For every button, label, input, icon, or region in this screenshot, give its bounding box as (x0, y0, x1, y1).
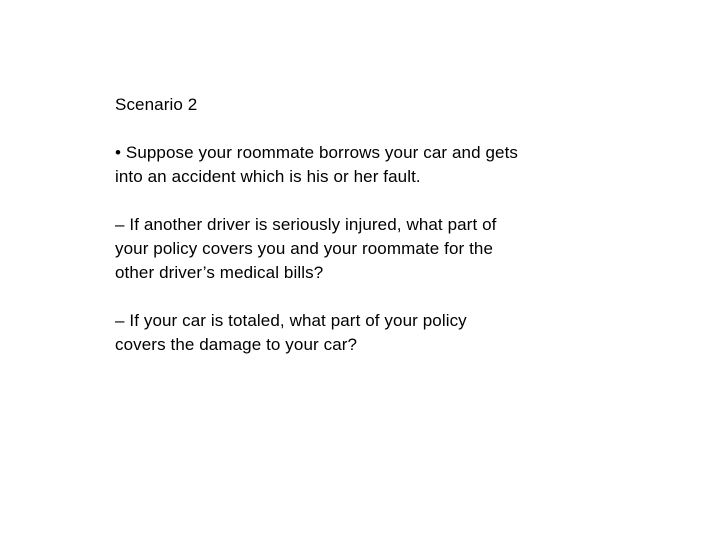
main-bullet-line: • Suppose your roommate borrows your car and gets (115, 143, 518, 162)
slide-content (115, 93, 575, 381)
sub-item-line: – If another driver is seriously injured, what part of (115, 215, 497, 234)
sub-item-line: – If your car is totaled, what part of your policy (115, 311, 467, 330)
sub-item-line: other driver’s medical bills? (115, 263, 324, 282)
sub-item-medical (115, 213, 575, 285)
main-bullet (115, 141, 575, 189)
sub-item-damage (115, 309, 575, 357)
sub-item-line: your policy covers you and your roommate for the (115, 239, 494, 258)
main-bullet-line: into an accident which is his or her fault. (115, 167, 421, 186)
sub-item-line: covers the damage to your car? (115, 335, 358, 354)
slide-title: Scenario 2 (115, 95, 198, 114)
